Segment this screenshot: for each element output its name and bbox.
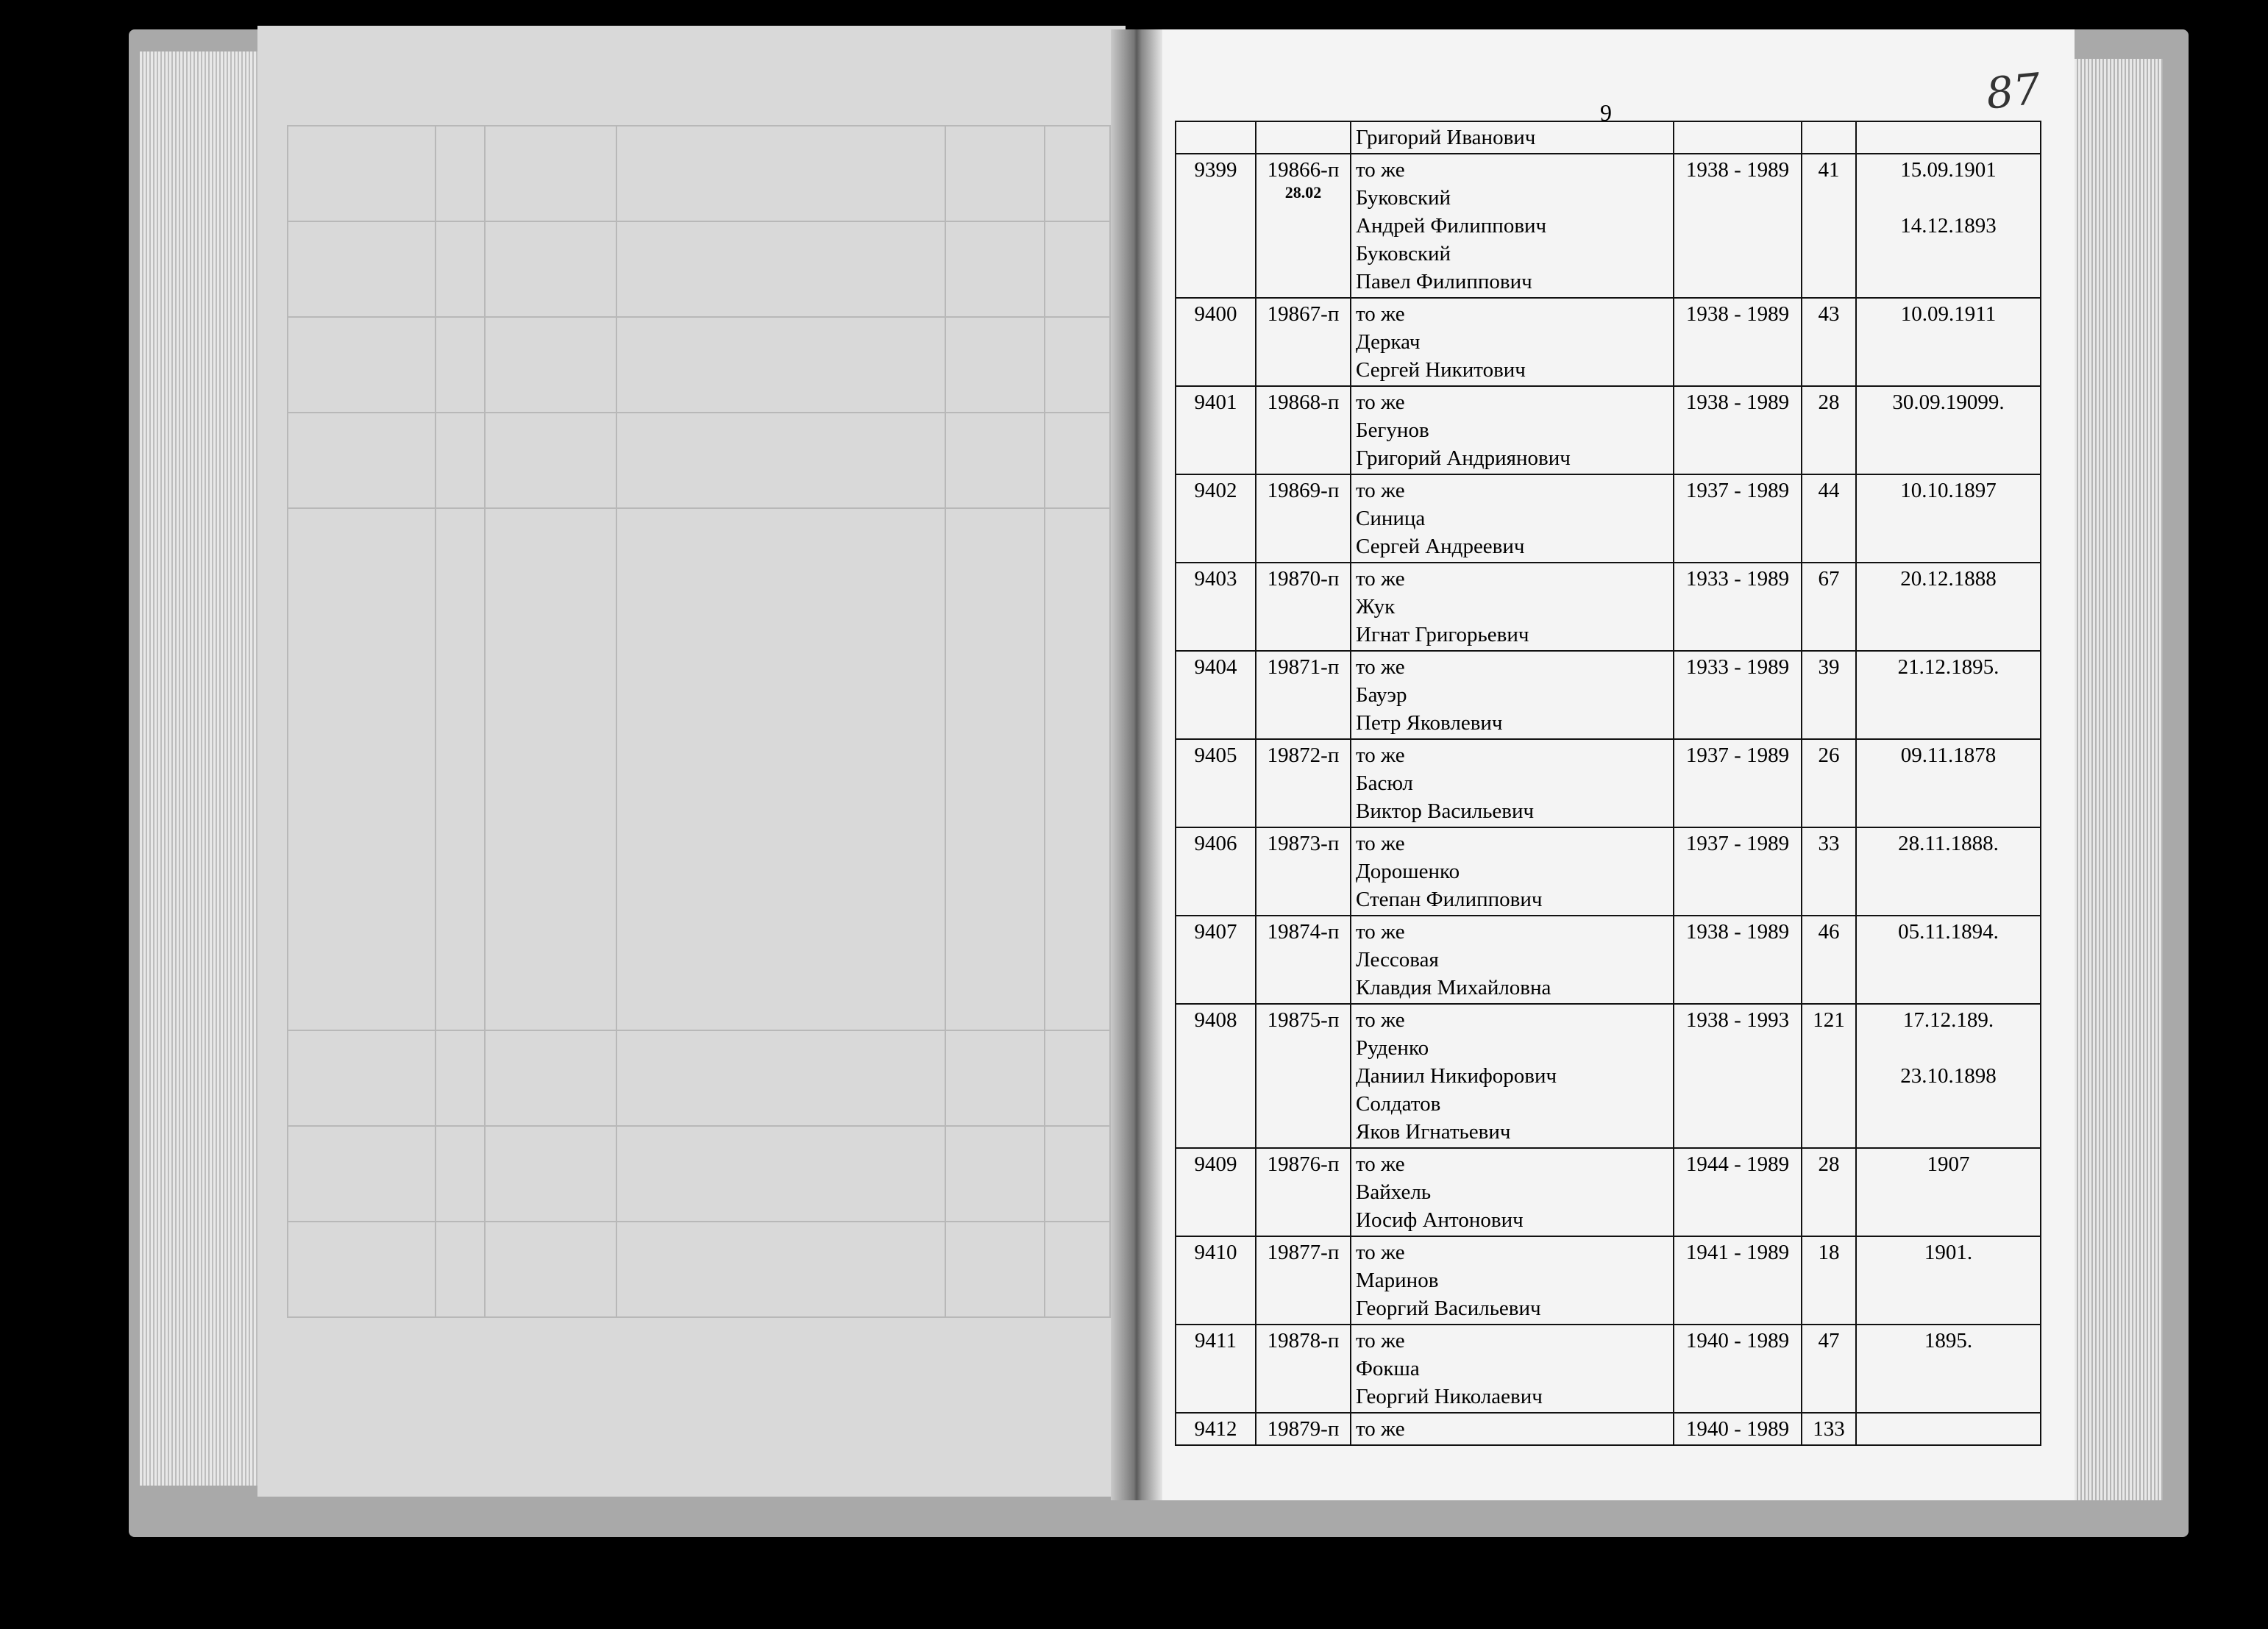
birth-dates-cell <box>1856 474 2041 563</box>
birth-dates-cell <box>1856 298 2041 386</box>
table-row <box>1176 1413 2041 1445</box>
person-name: Игнат Григорьевич <box>1356 623 1529 646</box>
sheet-count-cell: 33 <box>1802 827 1856 916</box>
case-code-cell <box>1256 121 1351 154</box>
names-cell <box>1351 298 1674 386</box>
names-cell <box>1351 121 1674 154</box>
bleed-through-table <box>287 125 1111 1390</box>
record-number-cell: 9410 <box>1176 1236 1256 1325</box>
birth-date: 30.09.19099. <box>1892 391 2005 414</box>
sheet-count-cell: 47 <box>1802 1325 1856 1413</box>
book-spine-gutter <box>1111 29 1162 1500</box>
person-name: Буковский <box>1356 242 1451 265</box>
birth-date: 1907 <box>1927 1152 1970 1176</box>
table-row <box>1176 1236 2041 1325</box>
birth-date: 05.11.1894. <box>1898 920 1999 944</box>
person-name: Сергей Андреевич <box>1356 535 1525 558</box>
years-cell <box>1674 121 1802 154</box>
birth-dates-cell <box>1856 1148 2041 1236</box>
sheet-count-cell <box>1802 121 1856 154</box>
status-text: то же <box>1356 479 1405 502</box>
names-cell <box>1351 1413 1674 1445</box>
person-name: Степан Филиппович <box>1356 888 1543 911</box>
years-cell: 1937 - 1989 <box>1674 739 1802 827</box>
case-code-cell: 19871-п <box>1256 651 1351 739</box>
sheet-count-cell: 67 <box>1802 563 1856 651</box>
names-cell <box>1351 1148 1674 1236</box>
years-cell: 1937 - 1989 <box>1674 474 1802 563</box>
case-code-cell: 19869-п <box>1256 474 1351 563</box>
table-row <box>1176 739 2041 827</box>
table-row <box>1176 1004 2041 1148</box>
sheet-count-cell: 44 <box>1802 474 1856 563</box>
record-number-cell: 9400 <box>1176 298 1256 386</box>
record-number-cell: 9405 <box>1176 739 1256 827</box>
person-name: Фокша <box>1356 1357 1420 1380</box>
person-name: Деркач <box>1356 330 1421 354</box>
birth-dates-cell <box>1856 651 2041 739</box>
birth-dates-cell <box>1856 1236 2041 1325</box>
status-text: то же <box>1356 744 1405 767</box>
sheet-count-cell: 133 <box>1802 1413 1856 1445</box>
case-code-cell: 19874-п <box>1256 916 1351 1004</box>
years-cell: 1938 - 1989 <box>1674 386 1802 474</box>
status-text: то же <box>1356 158 1405 182</box>
person-name: Яков Игнатьевич <box>1356 1120 1511 1144</box>
sheet-count-cell: 28 <box>1802 386 1856 474</box>
table-row <box>1176 474 2041 563</box>
status-text: то же <box>1356 1417 1405 1441</box>
case-code-cell: 19870-п <box>1256 563 1351 651</box>
case-code-cell: 19876-п <box>1256 1148 1351 1236</box>
sheet-count-cell: 46 <box>1802 916 1856 1004</box>
birth-dates-cell <box>1856 739 2041 827</box>
sheet-count-cell: 26 <box>1802 739 1856 827</box>
birth-date: 23.10.1898 <box>1900 1064 1997 1088</box>
names-cell <box>1351 474 1674 563</box>
sheet-count-cell: 39 <box>1802 651 1856 739</box>
years-cell: 1933 - 1989 <box>1674 651 1802 739</box>
sheet-count-cell: 18 <box>1802 1236 1856 1325</box>
years-cell: 1940 - 1989 <box>1674 1325 1802 1413</box>
record-number-cell: 9407 <box>1176 916 1256 1004</box>
status-text: то же <box>1356 832 1405 855</box>
table-row <box>1176 154 2041 298</box>
table-row <box>1176 1148 2041 1236</box>
years-cell: 1944 - 1989 <box>1674 1148 1802 1236</box>
status-text: то же <box>1356 1329 1405 1352</box>
handwritten-note: 28.02 <box>1284 183 1322 202</box>
status-text: то же <box>1356 920 1405 944</box>
birth-dates-cell <box>1856 154 2041 298</box>
names-cell <box>1351 739 1674 827</box>
birth-date: 20.12.1888 <box>1900 567 1997 591</box>
years-cell: 1940 - 1989 <box>1674 1413 1802 1445</box>
person-name: Григорий Иванович <box>1356 126 1536 149</box>
names-cell <box>1351 651 1674 739</box>
birth-date: 1895. <box>1924 1329 1973 1352</box>
person-name: Басюл <box>1356 771 1413 795</box>
case-code-cell: 19878-п <box>1256 1325 1351 1413</box>
table-row <box>1176 651 2041 739</box>
names-cell <box>1351 386 1674 474</box>
birth-dates-cell <box>1856 1325 2041 1413</box>
years-cell: 1938 - 1989 <box>1674 916 1802 1004</box>
pencil-folio-number: 87 <box>1983 63 2044 119</box>
case-code-cell: 19877-п <box>1256 1236 1351 1325</box>
person-name: Георгий Васильевич <box>1356 1297 1541 1320</box>
birth-date: 28.11.1888. <box>1898 832 1999 855</box>
birth-dates-cell <box>1856 563 2041 651</box>
years-cell: 1937 - 1989 <box>1674 827 1802 916</box>
names-cell <box>1351 563 1674 651</box>
register-table <box>1175 121 2041 1446</box>
page-number: 9 <box>1600 99 1612 126</box>
case-code-cell: 19872-п <box>1256 739 1351 827</box>
person-name: Даниил Никифорович <box>1356 1064 1557 1088</box>
birth-dates-cell <box>1856 386 2041 474</box>
person-name: Лессовая <box>1356 948 1439 972</box>
case-code-cell: 19866-п 28.02 <box>1256 154 1351 298</box>
names-cell <box>1351 154 1674 298</box>
case-code-cell: 19873-п <box>1256 827 1351 916</box>
sheet-count-cell: 28 <box>1802 1148 1856 1236</box>
person-name: Григорий Андриянович <box>1356 446 1571 470</box>
record-number-cell: 9408 <box>1176 1004 1256 1148</box>
table-row <box>1176 916 2041 1004</box>
record-number-cell: 9402 <box>1176 474 1256 563</box>
birth-date: 1901. <box>1924 1241 1973 1264</box>
person-name: Дорошенко <box>1356 860 1460 883</box>
names-cell <box>1351 1004 1674 1148</box>
sheet-count-cell: 121 <box>1802 1004 1856 1148</box>
case-code-cell: 19875-п <box>1256 1004 1351 1148</box>
sheet-count-cell: 43 <box>1802 298 1856 386</box>
birth-date: 21.12.1895. <box>1897 655 1999 679</box>
table-row <box>1176 827 2041 916</box>
table-row <box>1176 298 2041 386</box>
person-name: Клавдия Михайловна <box>1356 976 1551 999</box>
status-text: то же <box>1356 1152 1405 1176</box>
right-page-edges <box>2075 59 2163 1500</box>
status-text: то же <box>1356 302 1405 326</box>
birth-date: 15.09.1901 <box>1900 158 1997 182</box>
birth-date: 09.11.1878 <box>1900 744 1997 767</box>
names-cell <box>1351 1236 1674 1325</box>
status-text: то же <box>1356 1241 1405 1264</box>
names-cell <box>1351 1325 1674 1413</box>
case-code-cell: 19868-п <box>1256 386 1351 474</box>
birth-dates-cell <box>1856 1413 2041 1445</box>
person-name: Буковский <box>1356 186 1451 210</box>
years-cell: 1938 - 1989 <box>1674 154 1802 298</box>
person-name: Иосиф Антонович <box>1356 1208 1524 1232</box>
person-name: Солдатов <box>1356 1092 1441 1116</box>
record-number-cell: 9404 <box>1176 651 1256 739</box>
years-cell: 1933 - 1989 <box>1674 563 1802 651</box>
record-number-cell: 9401 <box>1176 386 1256 474</box>
record-number-cell: 9399 <box>1176 154 1256 298</box>
case-code-cell: 19867-п <box>1256 298 1351 386</box>
person-name: Бегунов <box>1356 418 1429 442</box>
birth-dates-cell <box>1856 916 2041 1004</box>
person-name: Бауэр <box>1356 683 1407 707</box>
names-cell <box>1351 827 1674 916</box>
years-cell: 1938 - 1989 <box>1674 298 1802 386</box>
record-number-cell: 9406 <box>1176 827 1256 916</box>
status-text: то же <box>1356 655 1405 679</box>
birth-date: 10.09.1911 <box>1900 302 1997 326</box>
birth-date: 14.12.1893 <box>1900 214 1997 238</box>
person-name: Жук <box>1356 595 1396 619</box>
table-row <box>1176 121 2041 154</box>
person-name: Павел Филиппович <box>1356 270 1532 293</box>
case-code-cell: 19879-п <box>1256 1413 1351 1445</box>
status-text: то же <box>1356 391 1405 414</box>
person-name: Вайхель <box>1356 1180 1432 1204</box>
record-number-cell: 9412 <box>1176 1413 1256 1445</box>
person-name: Синица <box>1356 507 1426 530</box>
person-name: Георгий Николаевич <box>1356 1385 1543 1408</box>
birth-date: 10.10.1897 <box>1900 479 1997 502</box>
person-name: Виктор Васильевич <box>1356 799 1535 823</box>
years-cell: 1938 - 1993 <box>1674 1004 1802 1148</box>
table-row <box>1176 1325 2041 1413</box>
sheet-count-cell: 41 <box>1802 154 1856 298</box>
birth-dates-cell <box>1856 1004 2041 1148</box>
record-number-cell: 9411 <box>1176 1325 1256 1413</box>
status-text: то же <box>1356 1008 1405 1032</box>
status-text: то же <box>1356 567 1405 591</box>
record-number-cell <box>1176 121 1256 154</box>
birth-dates-cell <box>1856 827 2041 916</box>
person-name: Сергей Никитович <box>1356 358 1526 382</box>
years-cell: 1941 - 1989 <box>1674 1236 1802 1325</box>
person-name: Маринов <box>1356 1269 1439 1292</box>
person-name: Руденко <box>1356 1036 1429 1060</box>
table-row <box>1176 386 2041 474</box>
record-number-cell: 9409 <box>1176 1148 1256 1236</box>
names-cell <box>1351 916 1674 1004</box>
birth-dates-cell <box>1856 121 2041 154</box>
person-name: Петр Яковлевич <box>1356 711 1503 735</box>
left-page-edges <box>140 51 272 1486</box>
table-row <box>1176 563 2041 651</box>
record-number-cell: 9403 <box>1176 563 1256 651</box>
person-name: Андрей Филиппович <box>1356 214 1547 238</box>
birth-date: 17.12.189. <box>1902 1008 1994 1032</box>
